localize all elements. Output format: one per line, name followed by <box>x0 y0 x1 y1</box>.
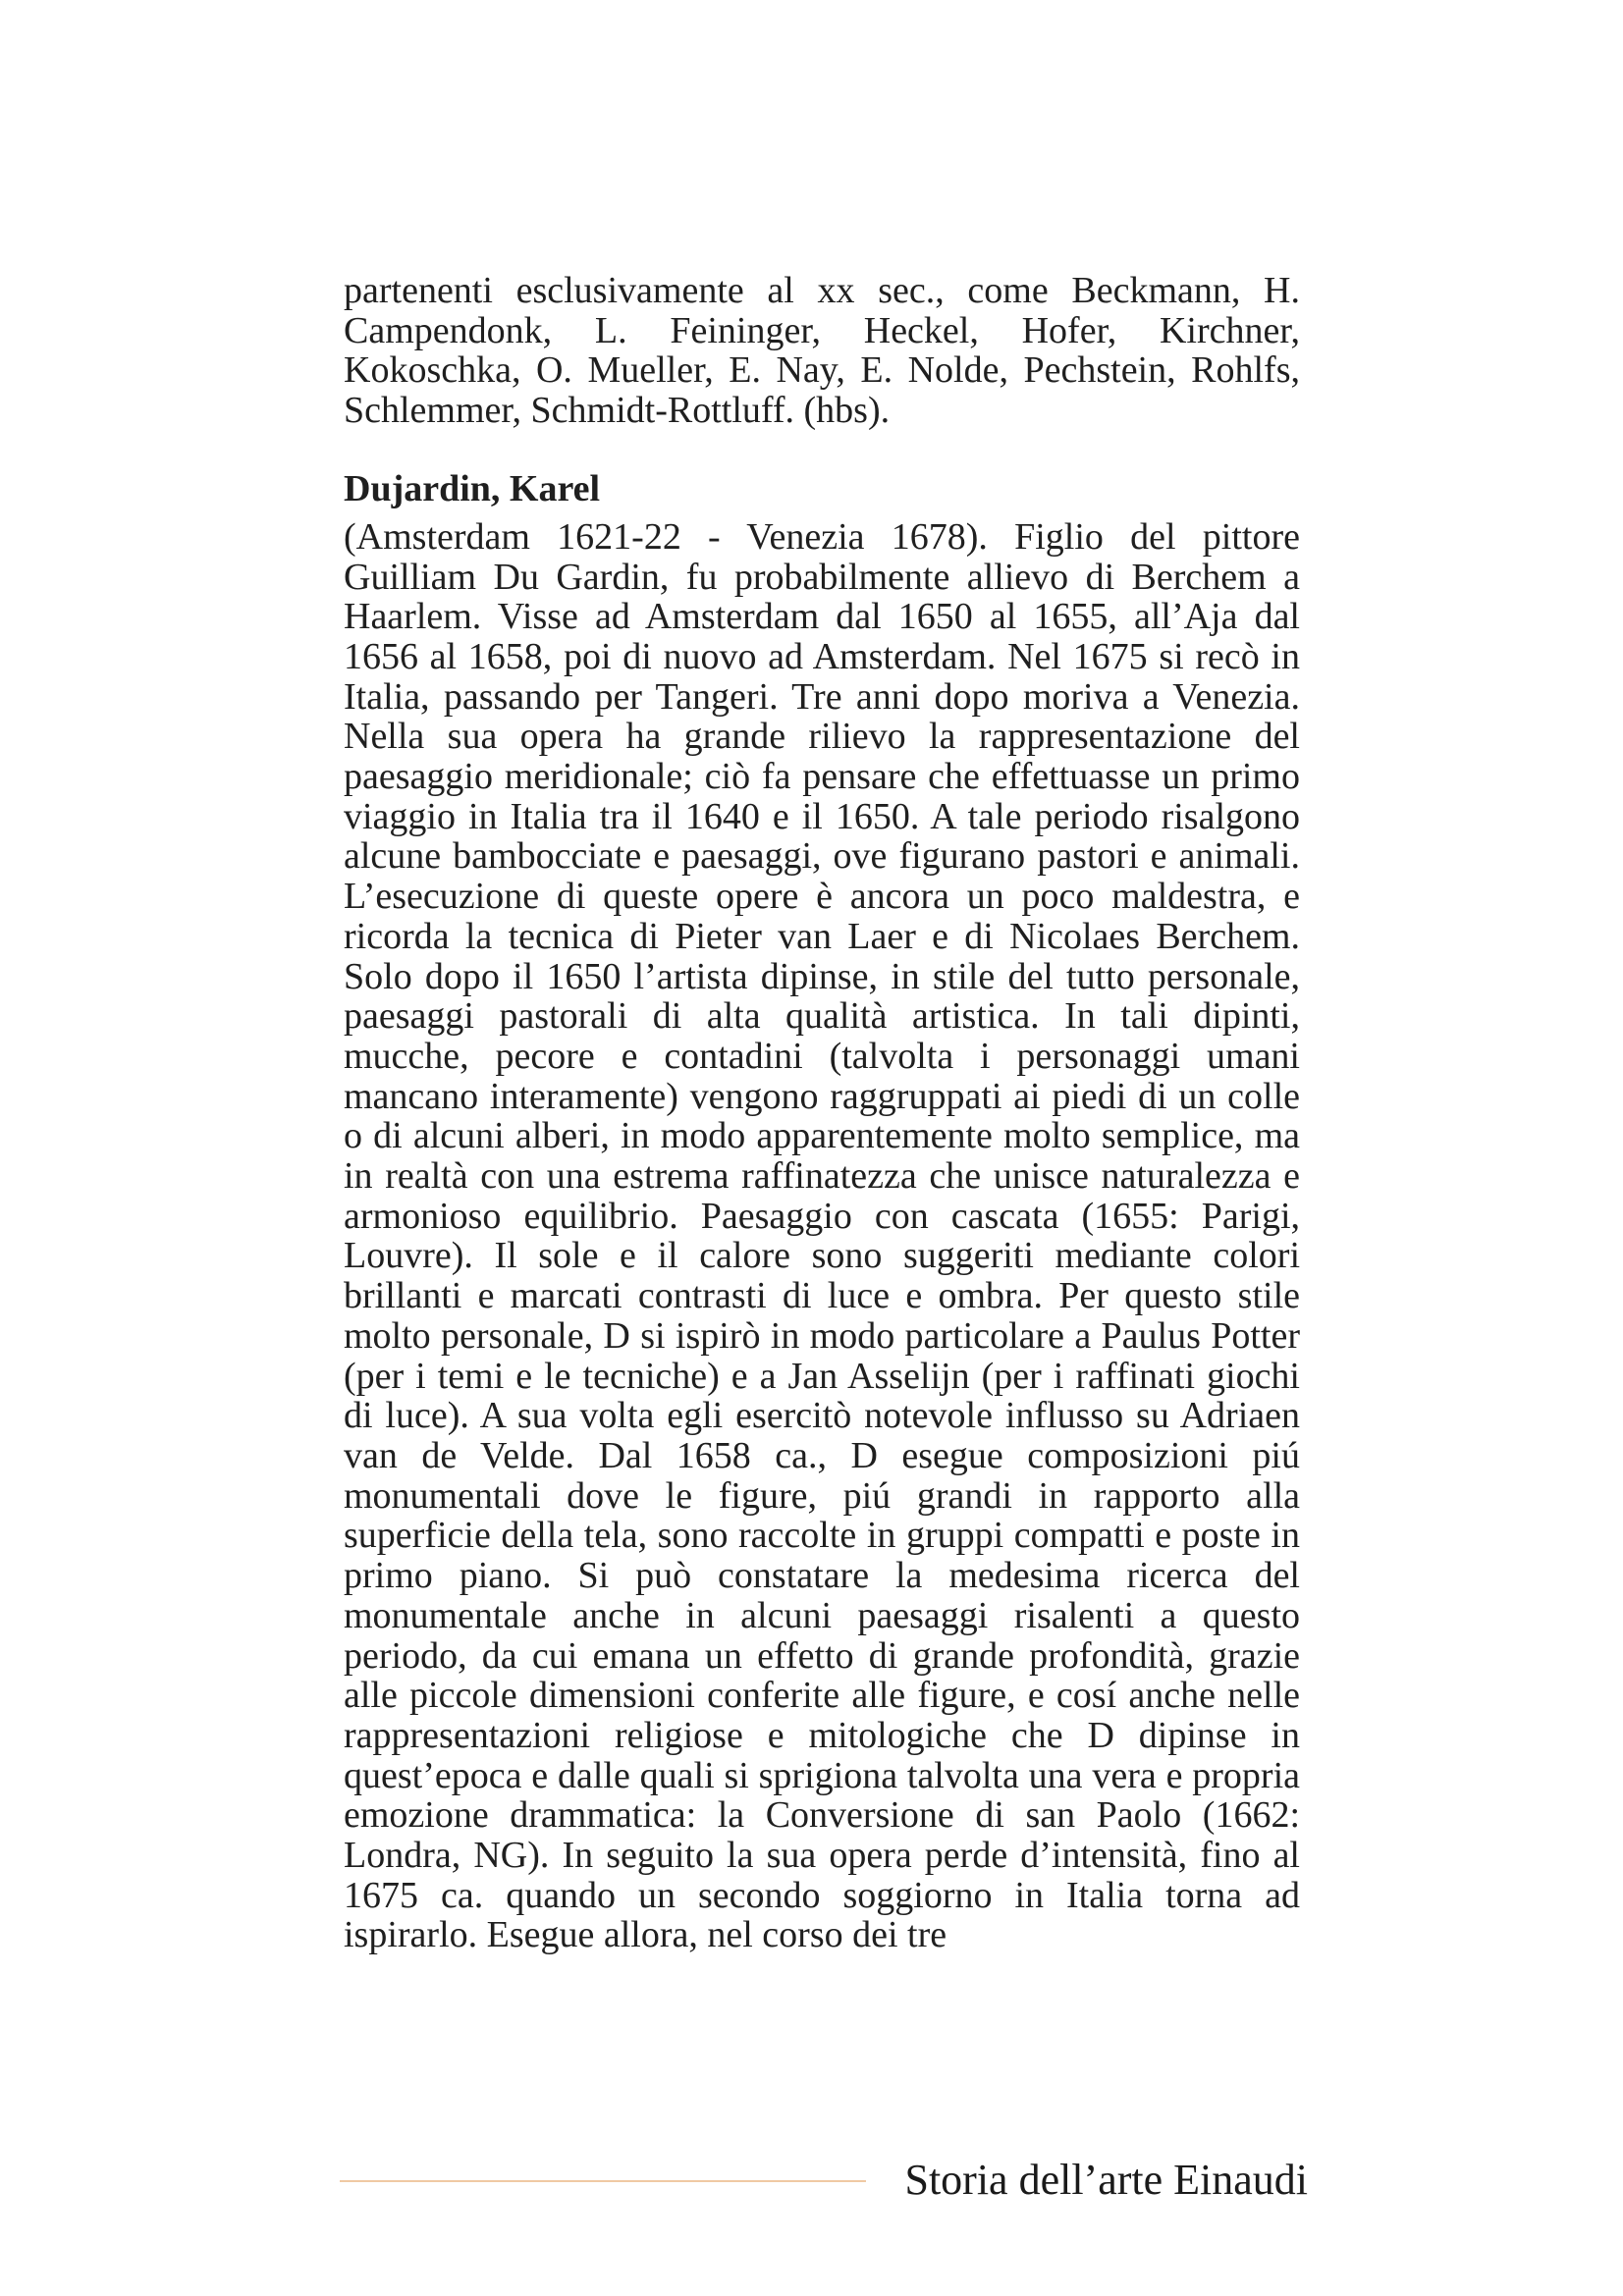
entry-body: (Amsterdam 1621-22 - Venezia 1678). Figlio del pittore Guilliam Du Gardin, fu probabilmente allievo di Berchem a Haarlem. Visse ad Amsterdam dal 1650 al 1655, all’Aja dal 1656 al 1658, poi di nuovo ad Amsterdam. Nel 1675 si recò in Italia, passando per Tangeri. Tre anni dopo moriva a Venezia. Nella sua opera ha grande rilievo la rappresentazione del paesaggio meridionale; ciò fa pensare che effettuasse un primo viaggio in Italia tra il 1640 e il 1650. A tale periodo risalgono alcune bambocciate e paesaggi, ove figurano pastori e animali. L’esecuzione di queste opere è ancora un poco maldestra, e ricorda la tecnica di Pieter van Laer e di Nicolaes Berchem. Solo dopo il 1650 l’artista dipinse, in stile del tutto personale, paesaggi pastorali di alta qualità artistica. In tali dipinti, mucche, pecore e contadini (talvolta i personaggi umani mancano interamente) vengono raggruppati ai piedi di un colle o di alcuni alberi, in modo apparentemente molto semplice, ma in realtà con una estrema raffinatezza che unisce naturalezza e armonioso equilibrio. Paesaggio con cascata (1655: Parigi, Louvre). Il sole e il calore sono suggeriti mediante colori brillanti e marcati contrasti di luce e ombra. Per questo stile molto personale, D si ispirò in modo particolare a Paulus Potter (per i temi e le tecniche) e a Jan Asselijn (per i raffinati giochi di luce). A sua volta egli esercitò notevole influsso su Adriaen van de Velde. Dal 1658 ca., D esegue composizioni piú monumentali dove le figure, piú grandi in rapporto alla superficie della tela, sono raccolte in gruppi compatti e poste in primo piano. Si può constatare la medesima ricerca del monumentale anche in alcuni paesaggi risalenti a questo periodo, da cui emana un effetto di grande profondità, grazie alle piccole dimensioni conferite alle figure, e cosí anche nelle rappresentazioni religiose e mitologiche che D dipinse in quest’epoca e dalle quali si sprigiona talvolta una vera e propria emozione drammatica: la Conversione di san Paolo (1662: Londra, NG). In seguito la sua opera perde d’intensità, fino al 1675 ca. quando un secondo soggiorno in Italia torna ad ispirarlo. Esegue allora, nel corso dei tre <box>344 515 1300 1956</box>
footer-divider <box>340 2180 866 2182</box>
text-column <box>344 271 1300 1955</box>
intro-paragraph: partenenti esclusivamente al xx sec., come Beckmann, H. Campendonk, L. Feininger, Heckel, Hofer, Kirchner, Kokoschka, O. Mueller, E. Nay, E. Nolde, Pechstein, Rohlfs, Schlemmer, Schmidt-Rottluff. (hbs). <box>344 270 1300 432</box>
footer-title: Storia dell’arte Einaudi <box>904 2156 1308 2204</box>
entry-heading: Dujardin, Karel <box>344 467 601 509</box>
